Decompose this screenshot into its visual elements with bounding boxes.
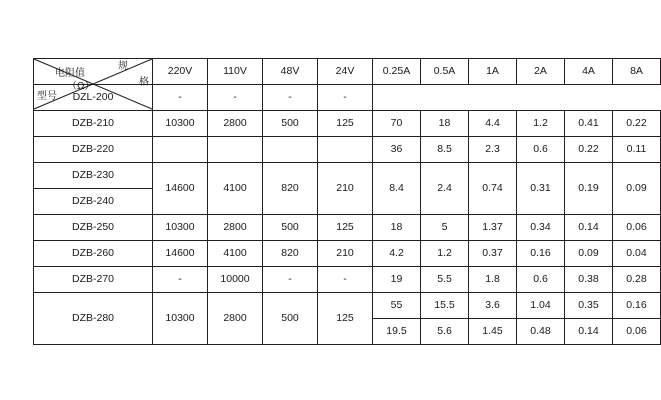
row-current-4: 0.14	[565, 215, 613, 241]
row-current-blank	[373, 85, 661, 111]
row-voltage-1: 4100	[208, 241, 263, 267]
row-current-4: 0.22	[565, 137, 613, 163]
row-voltage-2: 820	[263, 163, 318, 215]
row-voltage-1	[208, 137, 263, 163]
row-voltage-0	[153, 137, 208, 163]
row-current-4: 0.19	[565, 163, 613, 215]
header-voltage-1: 110V	[208, 59, 263, 85]
row-current-5: 0.04	[613, 241, 661, 267]
row-current-3: 1.2	[517, 111, 565, 137]
row-current-2: 4.4	[469, 111, 517, 137]
row-current-4: 0.09	[565, 241, 613, 267]
ohm-unit-label: （Ω）	[67, 81, 95, 92]
resistance-label: 电阻值	[55, 68, 85, 79]
row-voltage-2: -	[263, 267, 318, 293]
row-voltage-0: -	[153, 85, 208, 111]
row-current-4: 0.35	[565, 293, 613, 319]
header-voltage-0: 220V	[153, 59, 208, 85]
row-current-0: 19	[373, 267, 421, 293]
row-voltage-3: 125	[318, 293, 373, 345]
row-current-3: 0.48	[517, 319, 565, 345]
row-current-5: 0.09	[613, 163, 661, 215]
row-current-2: 2.3	[469, 137, 517, 163]
row-voltage-1: -	[208, 85, 263, 111]
row-current-2: 3.6	[469, 293, 517, 319]
row-model: DZB-210	[34, 111, 153, 137]
header-current-2: 1A	[469, 59, 517, 85]
row-current-5: 0.11	[613, 137, 661, 163]
row-current-0: 36	[373, 137, 421, 163]
row-current-5: 0.22	[613, 111, 661, 137]
row-voltage-3: 210	[318, 163, 373, 215]
header-current-4: 4A	[565, 59, 613, 85]
row-current-2: 1.45	[469, 319, 517, 345]
row-voltage-2: 500	[263, 215, 318, 241]
row-voltage-1: 2800	[208, 215, 263, 241]
row-current-0: 18	[373, 215, 421, 241]
row-model: DZL-200	[34, 85, 153, 111]
row-current-1: 2.4	[421, 163, 469, 215]
row-voltage-1: 2800	[208, 111, 263, 137]
row-voltage-1: 4100	[208, 163, 263, 215]
row-model: DZB-260	[34, 241, 153, 267]
row-voltage-0: 10300	[153, 111, 208, 137]
row-current-4: 0.41	[565, 111, 613, 137]
row-current-1: 5	[421, 215, 469, 241]
row-current-5: 0.06	[613, 215, 661, 241]
row-voltage-0: 14600	[153, 241, 208, 267]
row-current-4: 0.38	[565, 267, 613, 293]
row-model: DZB-250	[34, 215, 153, 241]
row-voltage-1: 2800	[208, 293, 263, 345]
row-voltage-3	[318, 137, 373, 163]
header-voltage-2: 48V	[263, 59, 318, 85]
row-model: DZB-240	[34, 189, 153, 215]
row-current-0: 19.5	[373, 319, 421, 345]
row-current-3: 0.31	[517, 163, 565, 215]
row-current-1: 5.5	[421, 267, 469, 293]
row-current-2: 1.8	[469, 267, 517, 293]
row-current-5: 0.16	[613, 293, 661, 319]
row-current-1: 8.5	[421, 137, 469, 163]
row-voltage-0: 14600	[153, 163, 208, 215]
row-current-3: 0.6	[517, 137, 565, 163]
row-voltage-2: 500	[263, 293, 318, 345]
spec-label-1: 规	[118, 61, 128, 72]
row-current-0: 8.4	[373, 163, 421, 215]
row-current-3: 0.6	[517, 267, 565, 293]
row-current-0: 4.2	[373, 241, 421, 267]
row-current-0: 55	[373, 293, 421, 319]
row-model: DZB-280	[34, 293, 153, 345]
row-current-5: 0.06	[613, 319, 661, 345]
row-current-1: 18	[421, 111, 469, 137]
row-voltage-0: -	[153, 267, 208, 293]
table-row	[34, 137, 661, 163]
relay-spec-table	[33, 58, 661, 345]
row-voltage-2: -	[263, 85, 318, 111]
row-current-3: 0.16	[517, 241, 565, 267]
row-voltage-2: 500	[263, 111, 318, 137]
row-current-2: 0.74	[469, 163, 517, 215]
row-current-5: 0.28	[613, 267, 661, 293]
row-voltage-2	[263, 137, 318, 163]
row-voltage-3: -	[318, 267, 373, 293]
row-current-4: 0.14	[565, 319, 613, 345]
table-row	[34, 267, 661, 293]
spec-label-2: 格	[139, 77, 149, 88]
header-current-3: 2A	[517, 59, 565, 85]
header-voltage-3: 24V	[318, 59, 373, 85]
row-voltage-2: 820	[263, 241, 318, 267]
row-voltage-0: 10300	[153, 215, 208, 241]
row-current-0: 70	[373, 111, 421, 137]
row-voltage-3: 125	[318, 215, 373, 241]
row-current-3: 1.04	[517, 293, 565, 319]
row-voltage-3: 125	[318, 111, 373, 137]
table-row	[34, 163, 661, 189]
row-voltage-3: 210	[318, 241, 373, 267]
row-voltage-3: -	[318, 85, 373, 111]
header-current-0: 0.25A	[373, 59, 421, 85]
model-label: 型号	[37, 91, 57, 102]
row-model: DZB-270	[34, 267, 153, 293]
row-current-1: 5.6	[421, 319, 469, 345]
row-current-2: 1.37	[469, 215, 517, 241]
row-model: DZB-220	[34, 137, 153, 163]
row-current-1: 15.5	[421, 293, 469, 319]
table-row	[34, 215, 661, 241]
row-current-1: 1.2	[421, 241, 469, 267]
header-current-1: 0.5A	[421, 59, 469, 85]
spec-table-container	[33, 58, 647, 345]
row-model: DZB-230	[34, 163, 153, 189]
table-row	[34, 293, 661, 319]
row-voltage-1: 10000	[208, 267, 263, 293]
table-row	[34, 111, 661, 137]
header-current-5: 8A	[613, 59, 661, 85]
row-current-2: 0.37	[469, 241, 517, 267]
row-voltage-0: 10300	[153, 293, 208, 345]
table-row	[34, 241, 661, 267]
row-current-3: 0.34	[517, 215, 565, 241]
